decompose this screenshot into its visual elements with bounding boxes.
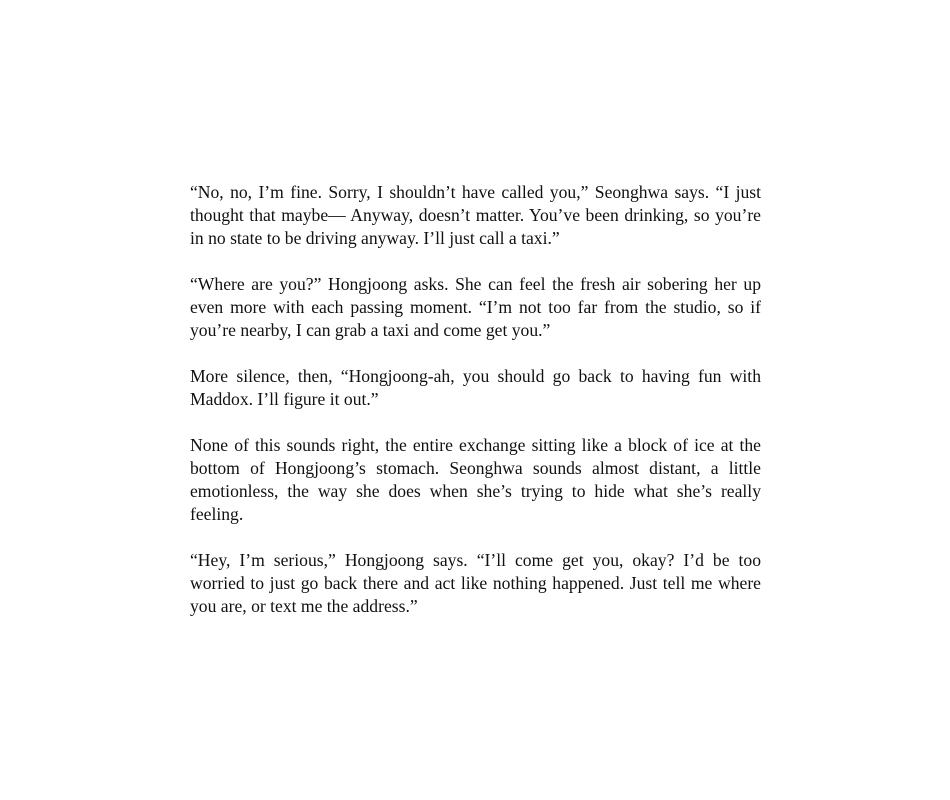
story-text (190, 181, 761, 618)
paragraph-1: “No, no, I’m fine. Sorry, I shouldn’t have called you,” Seonghwa says. “I just thought that maybe— Anyway, doesn’t matter. You’ve been drinking, so you’re in no state to be driving anyway. I’ll just call a taxi.” (190, 182, 761, 248)
paragraph-4: None of this sounds right, the entire exchange sitting like a block of ice at the bottom of Hongjoong’s stomach. Seonghwa sounds almost distant, a little emotionless, the way she does when she’s trying to hide what she’s really feeling. (190, 435, 761, 524)
paragraph-3: More silence, then, “Hongjoong-ah, you should go back to having fun with Maddox. I’ll figure it out.” (190, 366, 761, 409)
paragraph-5: “Hey, I’m serious,” Hongjoong says. “I’ll come get you, okay? I’d be too worried to just go back there and act like nothing happened. Just tell me where you are, or text me the address.” (190, 550, 761, 616)
paragraph-2: “Where are you?” Hongjoong asks. She can feel the fresh air sobering her up even more with each passing moment. “I’m not too far from the studio, so if you’re nearby, I can grab a taxi and come get you.” (190, 274, 761, 340)
